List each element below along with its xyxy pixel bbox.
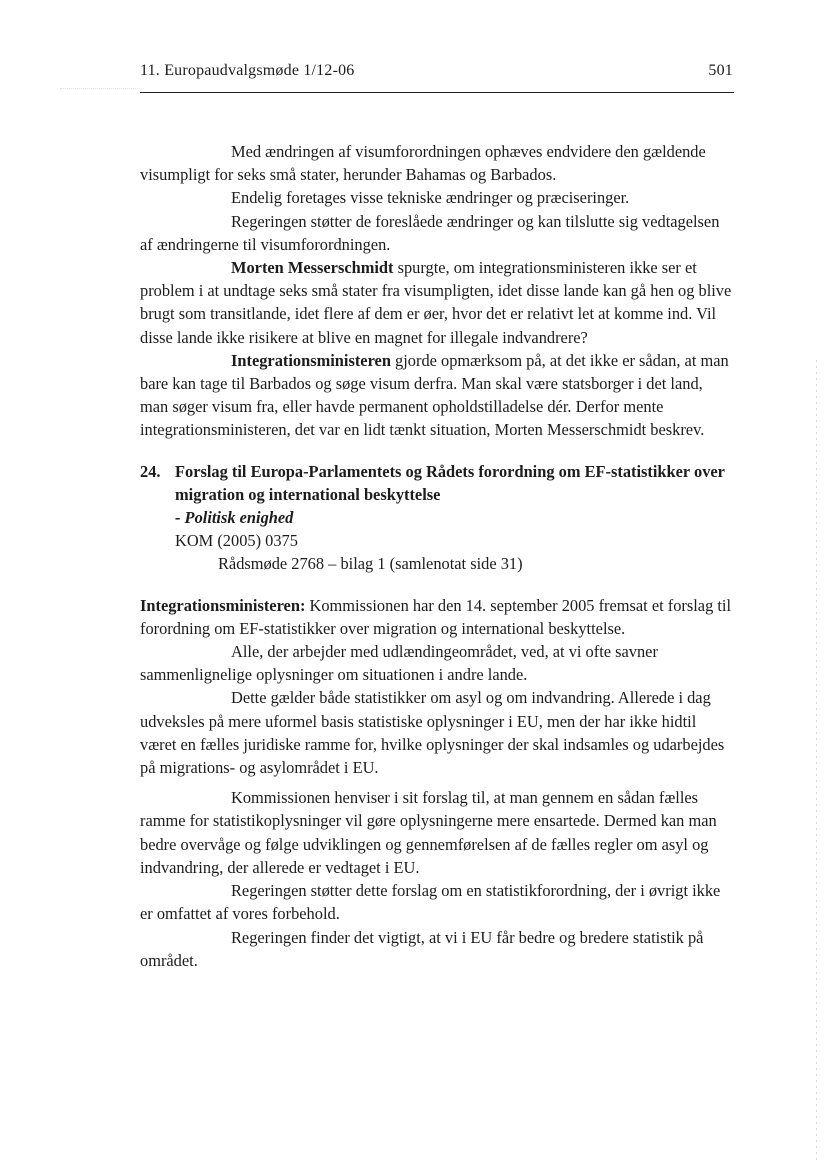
paragraph-text: Alle, der arbejder med udlændingeområdet, ved, at vi ofte savner sammenlignelige oplysninger om situationen i andre lande.: [140, 642, 658, 685]
section-subtitle: - Politisk enighed: [175, 508, 294, 528]
section-heading-block: [140, 460, 732, 576]
paragraph: [140, 349, 732, 442]
paragraph-text: gjorde opmærksom på, at det ikke er sådan, at man bare kan tage til Barbados og søge visum derfra. Man skal være statsborger i det land, man søger visum fra, eller havde permanent opholdstilladelse dér. Derfor mente integrationsministeren, det var en lidt tænkt situation, Morten Messerschmidt beskrev.: [140, 350, 729, 440]
header-title: 11. Europaudvalgsmøde 1/12-06: [140, 62, 355, 79]
paragraph-text: Regeringen støtter de foreslåede ændringer og kan tilslutte sig vedtagelsen af ændringerne til visumforordningen.: [140, 211, 720, 254]
section-title: Forslag til Europa-Parlamentets og Rådets forordning om EF-statistikker over migration og international beskyttelse: [175, 461, 725, 504]
spacer: [140, 576, 732, 594]
paragraph: [140, 210, 732, 256]
radsmode-reference: Rådsmøde 2768 – bilag 1 (samlenotat side 31): [218, 554, 523, 574]
paragraph-text: Kommissionen henviser i sit forslag til, at man gennem en sådan fælles ramme for statistikoplysninger vil gøre oplysningerne mere ensartede. Dermed kan man bedre overvåge og følge udviklingen og gennemførelsen af de fælles regler om asyl og indvandring, der allerede er vedtaget i EU.: [140, 788, 717, 877]
paragraph: [140, 786, 732, 879]
header-rule: [140, 92, 734, 93]
paragraph-text: Endelig foretages visse tekniske ændringer og præciseringer.: [231, 188, 630, 208]
paragraph-text: Regeringen støtter dette forslag om en statistikforordning, der i øvrigt ikke er omfattet af vores forbehold.: [140, 881, 721, 924]
scan-artifact: [60, 88, 140, 89]
spacer: [140, 779, 732, 786]
paragraph: [140, 879, 732, 925]
paragraph: [140, 594, 732, 640]
paragraph-text: Kommissionen har den 14. september 2005 fremsat et forslag til forordning om EF-statistikker over migration og international beskyttelse.: [140, 595, 732, 638]
page-header: [140, 62, 733, 86]
spacer: [140, 442, 732, 460]
paragraph-text: spurgte, om integrationsministeren ikke ser et problem i at undtage seks små stater fra visumpligten, idet disse lande kan gå hen og blive brugt som transitlande, idet flere af dem er øer, hvor det er relativt let at komme ind. Vil disse lande ikke risikere at blive en magnet for illegale indvandrere?: [140, 258, 732, 347]
paragraph: [140, 686, 732, 779]
paragraph-text: Dette gælder både statistikker om asyl og om indvandring. Allerede i dag udveksles på mere uformel basis statistiske oplysninger i EU, men der har ikke hidtil været en fælles juridiske ramme for, hvilke oplysninger der skal indsamles og udarbejdes på migrations- og asylområdet i EU.: [140, 688, 725, 778]
paragraph: [140, 140, 732, 186]
speaker-name: Integrationsministeren: [231, 350, 391, 370]
speaker-name: Integrationsministeren:: [140, 595, 306, 615]
paragraph-text: Med ændringen af visumforordningen ophæves endvidere den gældende visumpligt for seks små stater, herunder Bahamas og Barbados.: [140, 142, 706, 185]
document-body: [140, 140, 732, 972]
page-number: 501: [708, 62, 733, 79]
paragraph: [140, 256, 732, 349]
section-heading: [140, 460, 732, 506]
paragraph: [140, 640, 732, 686]
kom-reference: KOM (2005) 0375: [175, 531, 298, 551]
paragraph: [140, 186, 732, 209]
paragraph: [140, 926, 732, 972]
speaker-name: Morten Messerschmidt: [231, 258, 394, 278]
section-number: 24.: [140, 461, 161, 481]
scan-edge-artifact: [816, 360, 817, 1160]
paragraph-text: Regeringen finder det vigtigt, at vi i EU får bedre og bredere statistik på området.: [140, 927, 704, 970]
